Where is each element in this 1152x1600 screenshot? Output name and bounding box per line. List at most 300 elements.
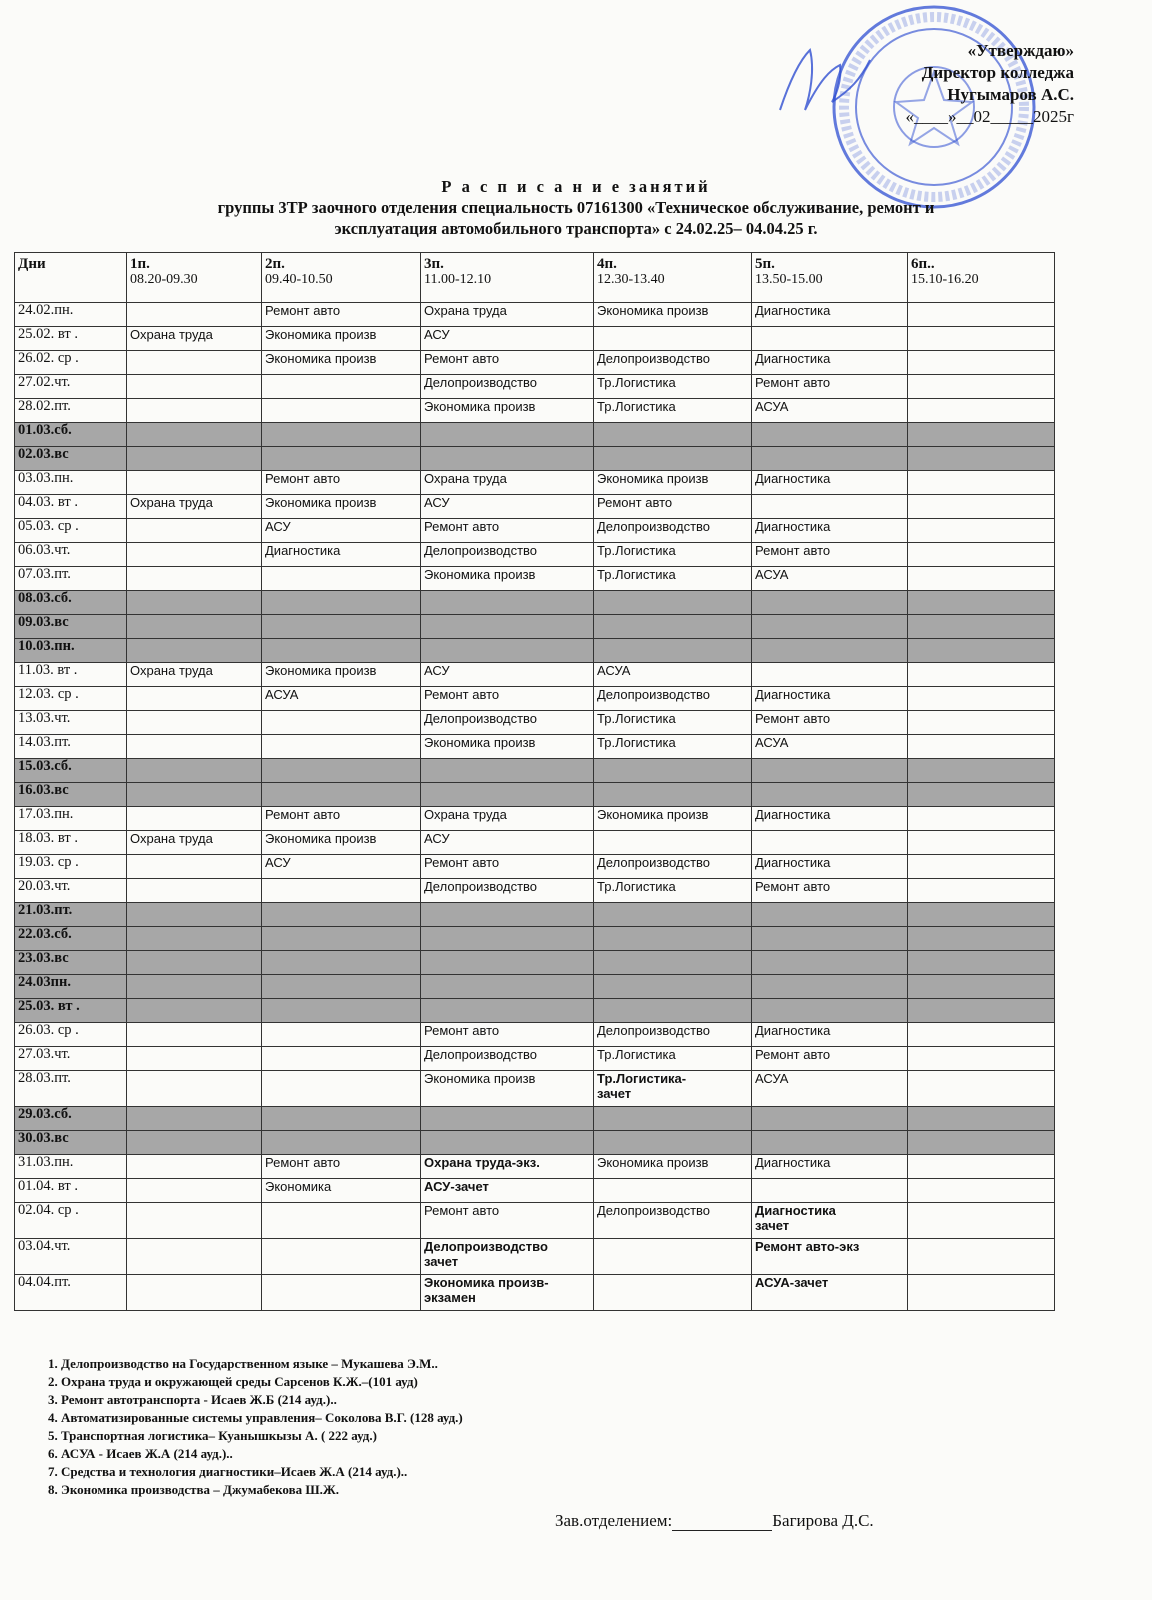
period-3-cell (421, 783, 594, 807)
period-3-cell (421, 639, 594, 663)
period-3-cell (421, 975, 594, 999)
period-3-cell: Охрана труда (421, 303, 594, 327)
period-4-cell: Тр.Логистика (594, 375, 752, 399)
schedule-row-day-off (15, 447, 1055, 471)
approval-heading: «Утверждаю» (967, 41, 1074, 60)
period-2-cell (262, 375, 421, 399)
period-1-cell (127, 1155, 262, 1179)
period-1-cell: Охрана труда (127, 327, 262, 351)
period-6-cell (908, 351, 1055, 375)
schedule-row (15, 831, 1055, 855)
schedule-row (15, 543, 1055, 567)
period-4-cell (594, 327, 752, 351)
period-2-cell (262, 1071, 421, 1107)
period-1-cell (127, 1203, 262, 1239)
period-4-cell: Тр.Логистика (594, 711, 752, 735)
period-5-cell: Диагностика (752, 303, 908, 327)
footer-name: Багирова Д.С. (772, 1511, 874, 1530)
schedule-row (15, 1023, 1055, 1047)
schedule-row (15, 399, 1055, 423)
period-6-cell (908, 615, 1055, 639)
period-6-cell (908, 423, 1055, 447)
period-6-cell (908, 639, 1055, 663)
period-2-cell: Экономика произв (262, 495, 421, 519)
period-3-cell (421, 999, 594, 1023)
teacher-notes (48, 1355, 463, 1499)
period-5-cell (752, 759, 908, 783)
schedule-row (15, 1071, 1055, 1107)
period-1-cell (127, 375, 262, 399)
period-4-cell: Экономика произв (594, 471, 752, 495)
note-item: 6. АСУА - Исаев Ж.А (214 ауд.).. (48, 1446, 233, 1461)
period-3-cell: Ремонт авто (421, 1023, 594, 1047)
schedule-row (15, 807, 1055, 831)
period-5-cell: Диагностика (752, 471, 908, 495)
period-4-cell: Тр.Логистика (594, 879, 752, 903)
period-4-cell (594, 615, 752, 639)
period-6-cell (908, 327, 1055, 351)
period-3-cell: Охрана труда-экз. (421, 1155, 594, 1179)
day-cell: 09.03.вс (15, 615, 127, 639)
period-2-cell: АСУ (262, 519, 421, 543)
footer-signature (555, 1511, 874, 1531)
period-3-cell: Делопроизводство (421, 1047, 594, 1071)
period-1-cell (127, 903, 262, 927)
period-1-cell (127, 351, 262, 375)
period-6-cell (908, 1155, 1055, 1179)
period-4-cell (594, 639, 752, 663)
period-5-cell: Диагностика (752, 855, 908, 879)
period-6-cell (908, 1071, 1055, 1107)
schedule-table (14, 252, 1055, 1311)
period-6-cell (908, 1131, 1055, 1155)
period-4-cell: Тр.Логистика (594, 735, 752, 759)
period-5-cell: Диагностика (752, 351, 908, 375)
period-3-cell: Делопроизводство зачет (421, 1239, 594, 1275)
day-cell: 10.03.пн. (15, 639, 127, 663)
period-2-cell (262, 999, 421, 1023)
period-6-cell (908, 687, 1055, 711)
period-5-cell: АСУА (752, 567, 908, 591)
period-3-cell: Делопроизводство (421, 711, 594, 735)
period-5-cell (752, 1131, 908, 1155)
period-3-cell: АСУ-зачет (421, 1179, 594, 1203)
day-cell: 20.03.чт. (15, 879, 127, 903)
note-item: 3. Ремонт автотранспорта - Исаев Ж.Б (214 ауд.).. (48, 1392, 337, 1407)
period-2-cell: Экономика произв (262, 831, 421, 855)
day-cell: 24.02.пн. (15, 303, 127, 327)
day-cell: 01.03.сб. (15, 423, 127, 447)
period-1-cell: Охрана труда (127, 831, 262, 855)
schedule-row (15, 1275, 1055, 1311)
director-signature-icon (770, 40, 880, 120)
period-1-cell (127, 783, 262, 807)
header-period-3: 3п. 11.00-12.10 (421, 253, 594, 303)
period-4-cell: Тр.Логистика (594, 399, 752, 423)
schedule-row-day-off (15, 1131, 1055, 1155)
note-item: 5. Транспортная логистика– Куанышкызы А. ( 222 ауд.) (48, 1428, 377, 1443)
period-4-cell: Делопроизводство (594, 855, 752, 879)
period-4-cell (594, 591, 752, 615)
schedule-row (15, 303, 1055, 327)
period-2-cell: Ремонт авто (262, 471, 421, 495)
period-2-cell: Ремонт авто (262, 1155, 421, 1179)
schedule-row (15, 375, 1055, 399)
day-cell: 28.03.пт. (15, 1071, 127, 1107)
schedule-row (15, 855, 1055, 879)
period-5-cell (752, 951, 908, 975)
period-3-cell (421, 1131, 594, 1155)
period-6-cell (908, 807, 1055, 831)
period-3-cell: АСУ (421, 327, 594, 351)
signature-line (672, 1512, 772, 1531)
period-4-cell (594, 1107, 752, 1131)
period-5-cell (752, 423, 908, 447)
day-cell: 16.03.вс (15, 783, 127, 807)
period-4-cell: Делопроизводство (594, 1203, 752, 1239)
period-4-cell: Тр.Логистика (594, 543, 752, 567)
period-4-cell (594, 447, 752, 471)
period-6-cell (908, 975, 1055, 999)
period-1-cell (127, 951, 262, 975)
day-cell: 18.03. вт . (15, 831, 127, 855)
period-1-cell (127, 999, 262, 1023)
period-4-cell (594, 1179, 752, 1203)
schedule-row (15, 1203, 1055, 1239)
document-title (20, 176, 1132, 239)
period-4-cell (594, 999, 752, 1023)
period-6-cell (908, 567, 1055, 591)
period-5-cell: Диагностика (752, 687, 908, 711)
period-6-cell (908, 375, 1055, 399)
schedule-row-day-off (15, 639, 1055, 663)
period-1-cell (127, 471, 262, 495)
period-5-cell (752, 903, 908, 927)
period-6-cell (908, 1203, 1055, 1239)
period-3-cell: Экономика произв- экзамен (421, 1275, 594, 1311)
period-1-cell (127, 711, 262, 735)
period-2-cell (262, 927, 421, 951)
schedule-row-day-off (15, 783, 1055, 807)
period-6-cell (908, 951, 1055, 975)
schedule-row (15, 351, 1055, 375)
period-3-cell (421, 759, 594, 783)
period-3-cell: Ремонт авто (421, 1203, 594, 1239)
period-4-cell: АСУА (594, 663, 752, 687)
schedule-row (15, 519, 1055, 543)
period-3-cell: Ремонт авто (421, 687, 594, 711)
header-period-5: 5п. 13.50-15.00 (752, 253, 908, 303)
period-6-cell (908, 1047, 1055, 1071)
period-2-cell (262, 783, 421, 807)
schedule-row-day-off (15, 999, 1055, 1023)
period-6-cell (908, 1023, 1055, 1047)
period-1-cell (127, 1023, 262, 1047)
period-3-cell (421, 615, 594, 639)
period-6-cell (908, 1179, 1055, 1203)
period-6-cell (908, 543, 1055, 567)
period-4-cell (594, 1275, 752, 1311)
period-5-cell: Ремонт авто (752, 1047, 908, 1071)
period-2-cell (262, 1131, 421, 1155)
period-4-cell (594, 951, 752, 975)
title-line-3: эксплуатация автомобильного транспорта» с 24.02.25– 04.04.25 г. (334, 219, 818, 238)
period-1-cell (127, 615, 262, 639)
period-5-cell (752, 999, 908, 1023)
period-6-cell (908, 495, 1055, 519)
day-cell: 26.03. ср . (15, 1023, 127, 1047)
period-6-cell (908, 999, 1055, 1023)
period-2-cell (262, 759, 421, 783)
period-4-cell (594, 1239, 752, 1275)
period-2-cell (262, 447, 421, 471)
day-cell: 05.03. ср . (15, 519, 127, 543)
day-cell: 26.02. ср . (15, 351, 127, 375)
period-5-cell (752, 783, 908, 807)
day-cell: 25.03. вт . (15, 999, 127, 1023)
schedule-row-day-off (15, 927, 1055, 951)
period-5-cell (752, 591, 908, 615)
day-cell: 02.03.вс (15, 447, 127, 471)
period-6-cell (908, 471, 1055, 495)
note-item: 2. Охрана труда и окружающей среды Сарсенов К.Ж.–(101 ауд) (48, 1374, 418, 1389)
period-5-cell (752, 1179, 908, 1203)
period-1-cell (127, 1047, 262, 1071)
schedule-row-day-off (15, 903, 1055, 927)
period-2-cell: Экономика произв (262, 663, 421, 687)
period-5-cell (752, 639, 908, 663)
period-1-cell (127, 687, 262, 711)
period-3-cell (421, 927, 594, 951)
day-cell: 27.02.чт. (15, 375, 127, 399)
period-2-cell (262, 951, 421, 975)
period-2-cell: Диагностика (262, 543, 421, 567)
period-2-cell: Ремонт авто (262, 303, 421, 327)
schedule-row (15, 495, 1055, 519)
day-cell: 12.03. ср . (15, 687, 127, 711)
period-2-cell: Экономика произв (262, 327, 421, 351)
schedule-row (15, 327, 1055, 351)
schedule-row-day-off (15, 759, 1055, 783)
period-4-cell (594, 759, 752, 783)
schedule-row-day-off (15, 975, 1055, 999)
day-cell: 04.03. вт . (15, 495, 127, 519)
footer-role: Зав.отделением: (555, 1511, 673, 1530)
period-2-cell (262, 735, 421, 759)
title-line-2: группы 3ТР заочного отделения специальность 07161300 «Техническое обслуживание, ремонт и (217, 198, 935, 217)
schedule-row (15, 1155, 1055, 1179)
period-4-cell (594, 975, 752, 999)
period-4-cell: Экономика произв (594, 303, 752, 327)
header-period-4: 4п. 12.30-13.40 (594, 253, 752, 303)
period-1-cell (127, 447, 262, 471)
period-6-cell (908, 591, 1055, 615)
period-6-cell (908, 927, 1055, 951)
period-5-cell (752, 1107, 908, 1131)
period-6-cell (908, 399, 1055, 423)
schedule-row (15, 1047, 1055, 1071)
period-5-cell (752, 327, 908, 351)
day-cell: 14.03.пт. (15, 735, 127, 759)
day-cell: 30.03.вс (15, 1131, 127, 1155)
approval-position: Директор колледжа (921, 63, 1074, 82)
title-line-1: Р а с п и с а н и е занятий (441, 177, 711, 196)
approval-block (906, 40, 1074, 128)
period-4-cell: Делопроизводство (594, 1023, 752, 1047)
period-3-cell: Экономика произв (421, 399, 594, 423)
note-item: 8. Экономика производства – Джумабекова Ш.Ж. (48, 1482, 339, 1497)
period-1-cell (127, 399, 262, 423)
period-1-cell (127, 591, 262, 615)
period-3-cell: Экономика произв (421, 735, 594, 759)
period-1-cell (127, 1107, 262, 1131)
day-cell: 03.04.чт. (15, 1239, 127, 1275)
period-5-cell (752, 927, 908, 951)
period-1-cell (127, 1179, 262, 1203)
period-5-cell: АСУА (752, 399, 908, 423)
period-2-cell (262, 567, 421, 591)
period-4-cell: Делопроизводство (594, 519, 752, 543)
period-4-cell (594, 903, 752, 927)
period-3-cell (421, 903, 594, 927)
schedule-row (15, 879, 1055, 903)
day-cell: 02.04. ср . (15, 1203, 127, 1239)
header-days: Дни (15, 253, 127, 303)
day-cell: 29.03.сб. (15, 1107, 127, 1131)
schedule-row-day-off (15, 1107, 1055, 1131)
header-period-1: 1п. 08.20-09.30 (127, 253, 262, 303)
day-cell: 23.03.вс (15, 951, 127, 975)
period-4-cell: Ремонт авто (594, 495, 752, 519)
period-1-cell (127, 927, 262, 951)
note-item: 7. Средства и технология диагностики–Исаев Ж.А (214 ауд.).. (48, 1464, 408, 1479)
period-1-cell (127, 735, 262, 759)
period-2-cell (262, 1275, 421, 1311)
schedule-body (15, 303, 1055, 1311)
header-period-2: 2п. 09.40-10.50 (262, 253, 421, 303)
day-cell: 19.03. ср . (15, 855, 127, 879)
schedule-row (15, 663, 1055, 687)
day-cell: 04.04.пт. (15, 1275, 127, 1311)
period-2-cell: Экономика произв (262, 351, 421, 375)
period-5-cell: Диагностика (752, 519, 908, 543)
period-6-cell (908, 447, 1055, 471)
period-6-cell (908, 903, 1055, 927)
day-cell: 07.03.пт. (15, 567, 127, 591)
period-2-cell (262, 1047, 421, 1071)
period-3-cell: Ремонт авто (421, 351, 594, 375)
period-5-cell: Ремонт авто (752, 879, 908, 903)
schedule-row (15, 1239, 1055, 1275)
day-cell: 06.03.чт. (15, 543, 127, 567)
approval-name: Нугымаров А.С. (947, 85, 1074, 104)
period-2-cell (262, 1107, 421, 1131)
period-3-cell: АСУ (421, 663, 594, 687)
period-3-cell: Ремонт авто (421, 519, 594, 543)
period-2-cell (262, 1239, 421, 1275)
period-6-cell (908, 759, 1055, 783)
schedule-row (15, 711, 1055, 735)
day-cell: 31.03.пн. (15, 1155, 127, 1179)
period-6-cell (908, 711, 1055, 735)
period-1-cell (127, 1071, 262, 1107)
period-5-cell (752, 615, 908, 639)
period-2-cell (262, 1203, 421, 1239)
period-5-cell: Диагностика (752, 1155, 908, 1179)
day-cell: 25.02. вт . (15, 327, 127, 351)
period-4-cell (594, 783, 752, 807)
period-2-cell: Экономика (262, 1179, 421, 1203)
period-5-cell (752, 447, 908, 471)
period-1-cell (127, 975, 262, 999)
schedule-row-day-off (15, 423, 1055, 447)
period-3-cell: АСУ (421, 831, 594, 855)
period-3-cell: Охрана труда (421, 807, 594, 831)
period-1-cell (127, 1239, 262, 1275)
schedule-header-row (15, 253, 1055, 303)
period-3-cell (421, 951, 594, 975)
period-3-cell: Экономика произв (421, 1071, 594, 1107)
period-4-cell: Тр.Логистика (594, 1047, 752, 1071)
period-5-cell: АСУА-зачет (752, 1275, 908, 1311)
schedule-row-day-off (15, 951, 1055, 975)
period-1-cell (127, 639, 262, 663)
period-5-cell (752, 975, 908, 999)
period-4-cell: Тр.Логистика (594, 567, 752, 591)
day-cell: 03.03.пн. (15, 471, 127, 495)
day-cell: 17.03.пн. (15, 807, 127, 831)
period-2-cell (262, 975, 421, 999)
period-3-cell (421, 447, 594, 471)
period-5-cell: Диагностика (752, 1023, 908, 1047)
day-cell: 15.03.сб. (15, 759, 127, 783)
period-3-cell: Делопроизводство (421, 879, 594, 903)
period-4-cell: Экономика произв (594, 807, 752, 831)
period-3-cell (421, 591, 594, 615)
period-6-cell (908, 783, 1055, 807)
period-4-cell (594, 423, 752, 447)
period-2-cell (262, 1023, 421, 1047)
day-cell: 22.03.сб. (15, 927, 127, 951)
period-6-cell (908, 1275, 1055, 1311)
period-5-cell: Ремонт авто (752, 711, 908, 735)
period-4-cell: Делопроизводство (594, 351, 752, 375)
period-2-cell (262, 615, 421, 639)
schedule-row (15, 471, 1055, 495)
period-4-cell: Экономика произв (594, 1155, 752, 1179)
period-3-cell: Экономика произв (421, 567, 594, 591)
period-2-cell (262, 879, 421, 903)
period-3-cell: Делопроизводство (421, 543, 594, 567)
period-1-cell (127, 1131, 262, 1155)
period-4-cell: Тр.Логистика- зачет (594, 1071, 752, 1107)
period-3-cell (421, 423, 594, 447)
period-5-cell: АСУА (752, 1071, 908, 1107)
period-6-cell (908, 1107, 1055, 1131)
period-1-cell (127, 855, 262, 879)
period-1-cell (127, 879, 262, 903)
period-6-cell (908, 855, 1055, 879)
period-4-cell (594, 831, 752, 855)
schedule-row-day-off (15, 615, 1055, 639)
period-2-cell: АСУ (262, 855, 421, 879)
period-6-cell (908, 519, 1055, 543)
period-1-cell (127, 519, 262, 543)
period-6-cell (908, 663, 1055, 687)
period-2-cell: Ремонт авто (262, 807, 421, 831)
period-6-cell (908, 1239, 1055, 1275)
period-3-cell: АСУ (421, 495, 594, 519)
